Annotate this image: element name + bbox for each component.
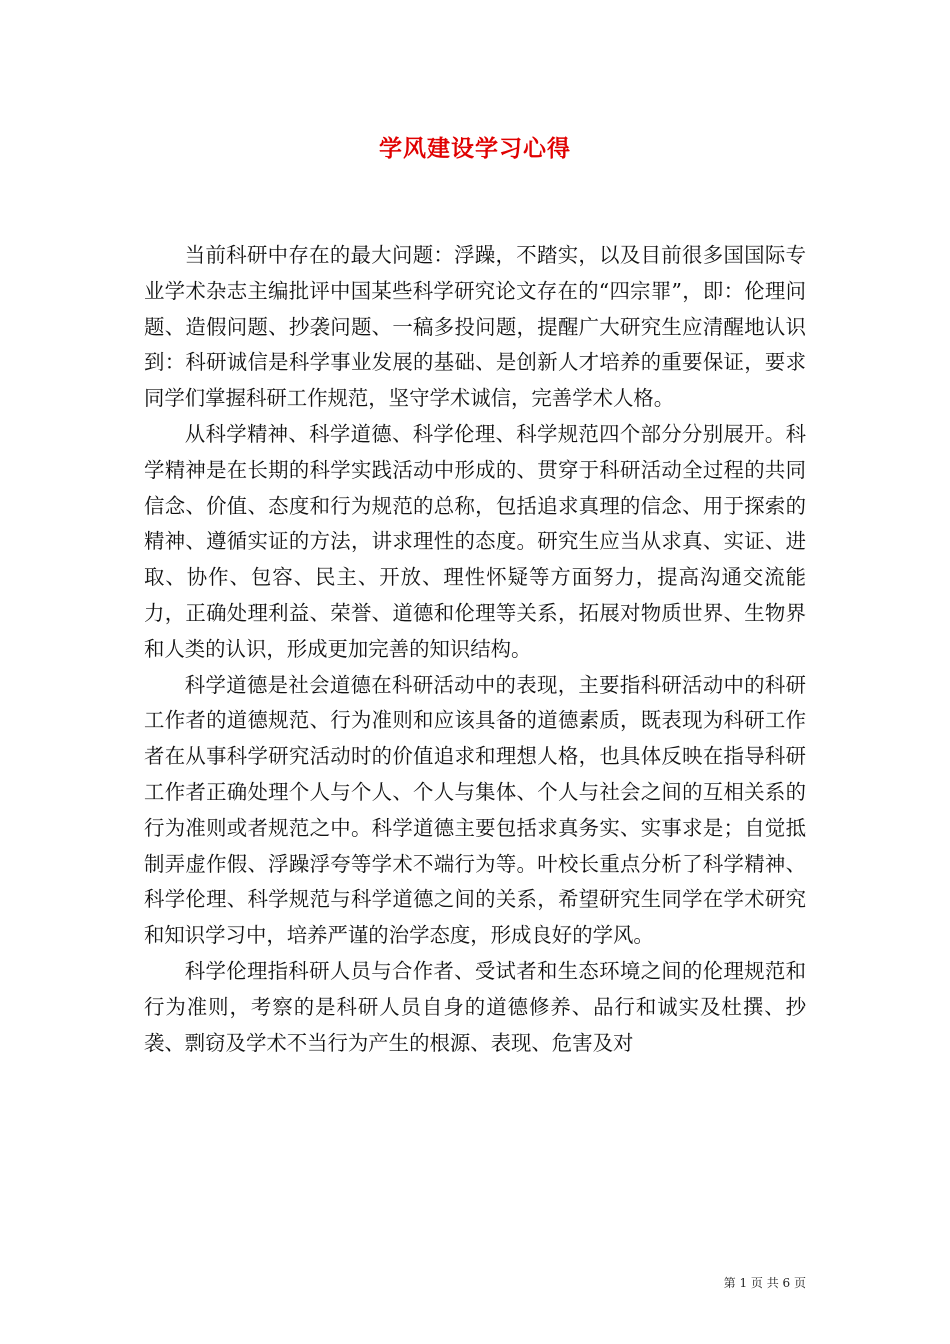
page-number: 第 1 页 共 6 页	[723, 1276, 806, 1290]
paragraph: 科学伦理指科研人员与合作者、受试者和生态环境之间的伦理规范和行为准则，考察的是科研人员自身的道德修养、品行和诚实及杜撰、抄袭、剽窃及学术不当行为产生的根源、表现、危害及对	[144, 958, 806, 1055]
paragraph: 科学道德是社会道德在科研活动中的表现，主要指科研活动中的科研工作者的道德规范、行为准则和应该具备的道德素质，既表现为科研工作者在从事科学研究活动时的价值追求和理想人格，也具体反映在指导科研工作者正确处理个人与个人、个人与集体、个人与社会之间的互相关系的行为准则或者规范之中。科学道德主要包括求真务实、实事求是；自觉抵制弄虚作假、浮躁浮夸等学术不端行为等。叶校长重点分析了科学精神、科学伦理、科学规范与科学道德之间的关系，希望研究生同学在学术研究和知识学习中，培养严谨的治学态度，形成良好的学风。	[144, 672, 806, 948]
document-body	[144, 238, 806, 1061]
document-title: 学风建设学习心得	[379, 135, 571, 162]
paragraph: 当前科研中存在的最大问题：浮躁，不踏实，以及目前很多国国际专业学术杂志主编批评中国某些科学研究论文存在的“四宗罪”，即：伦理问题、造假问题、抄袭问题、一稿多投问题，提醒广大研究生应清醒地认识到：科研诚信是科学事业发展的基础、是创新人才培养的重要保证，要求同学们掌握科研工作规范，坚守学术诚信，完善学术人格。	[144, 243, 806, 411]
paragraph: 从科学精神、科学道德、科学伦理、科学规范四个部分分别展开。科学精神是在长期的科学实践活动中形成的、贯穿于科研活动全过程的共同信念、价值、态度和行为规范的总称，包括追求真理的信念、用于探索的精神、遵循实证的方法，讲求理性的态度。研究生应当从求真、实证、进取、协作、包容、民主、开放、理性怀疑等方面努力，提高沟通交流能力，正确处理利益、荣誉、道德和伦理等关系，拓展对物质世界、生物界和人类的认识，形成更加完善的知识结构。	[144, 421, 806, 661]
